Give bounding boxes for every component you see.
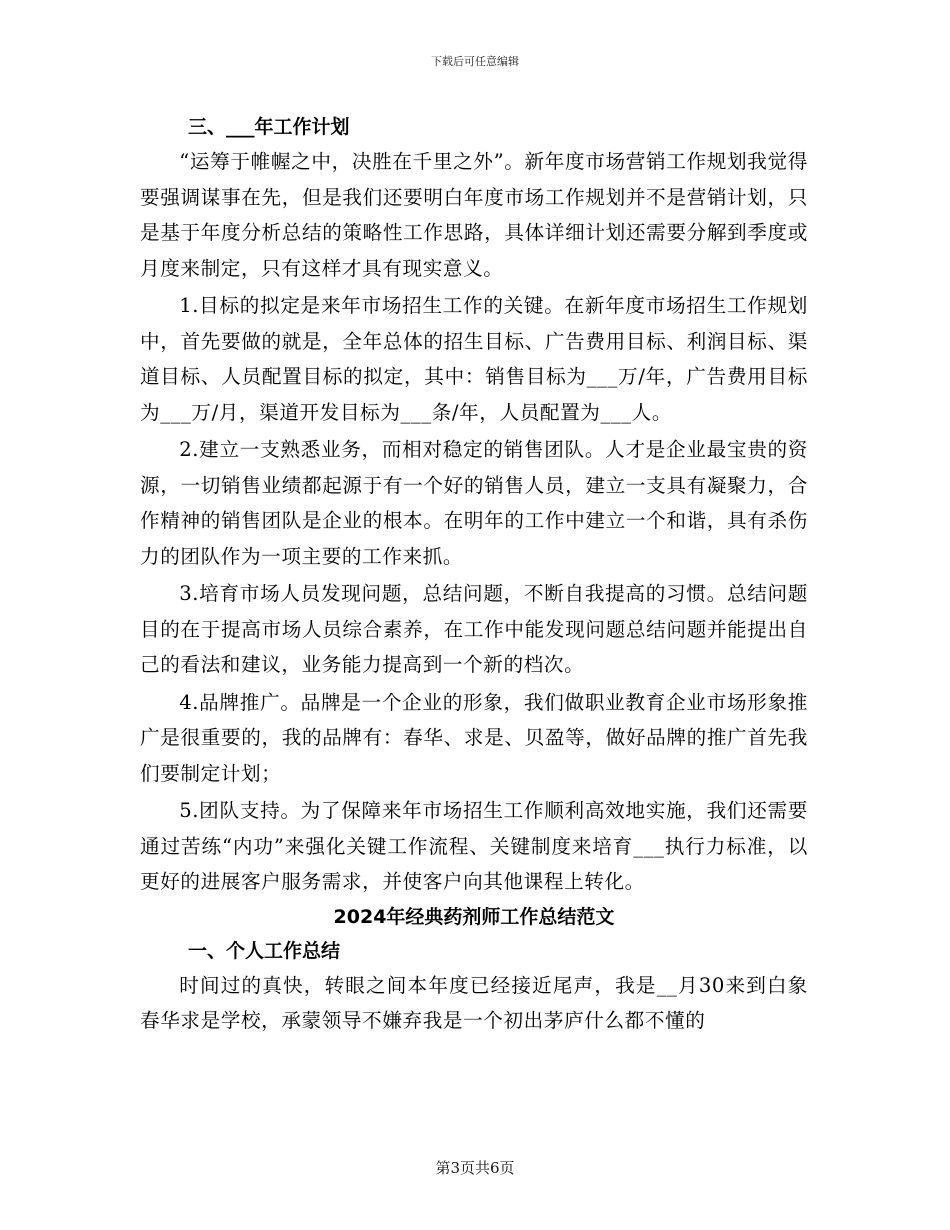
plan-item-2: 2.建立一支熟悉业务，而相对稳定的销售团队。人才是企业最宝贵的资源，一切销售业绩都起源于有一个好的销售人员，建立一支具有凝聚力，合作精神的销售团队是企业的根本。在明年的工作中建立一个和谐，具有杀伤力的团队作为一项主要的工作来抓。	[140, 438, 808, 568]
plan-item-4: 4.品牌推广。品牌是一个企业的形象，我们做职业教育企业市场形象推广是很重要的，我的品牌有：春华、求是、贝盈等，做好品牌的推广首先我们要制定计划；	[140, 690, 808, 785]
page-header: 下载后可任意编辑	[431, 55, 519, 68]
intro-paragraph: “运筹于帷幄之中，决胜在千里之外”。新年度市场营销工作规划我觉得要强调谋事在先，但是我们还要明白年度市场工作规划并不是营销计划，只是基于年度分析总结的策略性工作思路，具体详细计划还需要分解到季度或月度来制定，只有这样才具有现实意义。	[140, 150, 808, 280]
summary-paragraph: 时间过的真快，转眼之间本年度已经接近尾声，我是__月30来到白象春华求是学校，承蒙领导不嫌弃我是一个初出茅庐什么都不懂的	[140, 973, 808, 1032]
page-number: 第3页共6页	[435, 1159, 515, 1177]
section-heading-personal-summary: 一、个人工作总结	[188, 939, 341, 962]
document-body	[140, 110, 808, 1039]
plan-item-5: 5.团队支持。为了保障来年市场招生工作顺利高效地实施，我们还需要通过苦练“内功”来强化关键工作流程、关键制度来培育___执行力标准，以更好的进展客户服务需求，并使客户向其他课程上转化。	[140, 799, 808, 893]
plan-item-1: 1.目标的拟定是来年市场招生工作的关键。在新年度市场招生工作规划中，首先要做的就是，全年总体的招生目标、广告费用目标、利润目标、渠道目标、人员配置目标的拟定，其中：销售目标为___万/年，广告费用目标为___万/月，渠道开发目标为___条/年，人员配置为___人。	[140, 294, 808, 424]
section-heading-work-plan: 三、___年工作计划	[188, 116, 350, 138]
plan-item-3: 3.培育市场人员发现问题，总结问题，不断自我提高的习惯。总结问题目的在于提高市场人员综合素养，在工作中能发现问题总结问题并能提出自己的看法和建议，业务能力提高到一个新的档次。	[140, 582, 808, 676]
article-title: 2024年经典药剂师工作总结范文	[333, 905, 615, 928]
